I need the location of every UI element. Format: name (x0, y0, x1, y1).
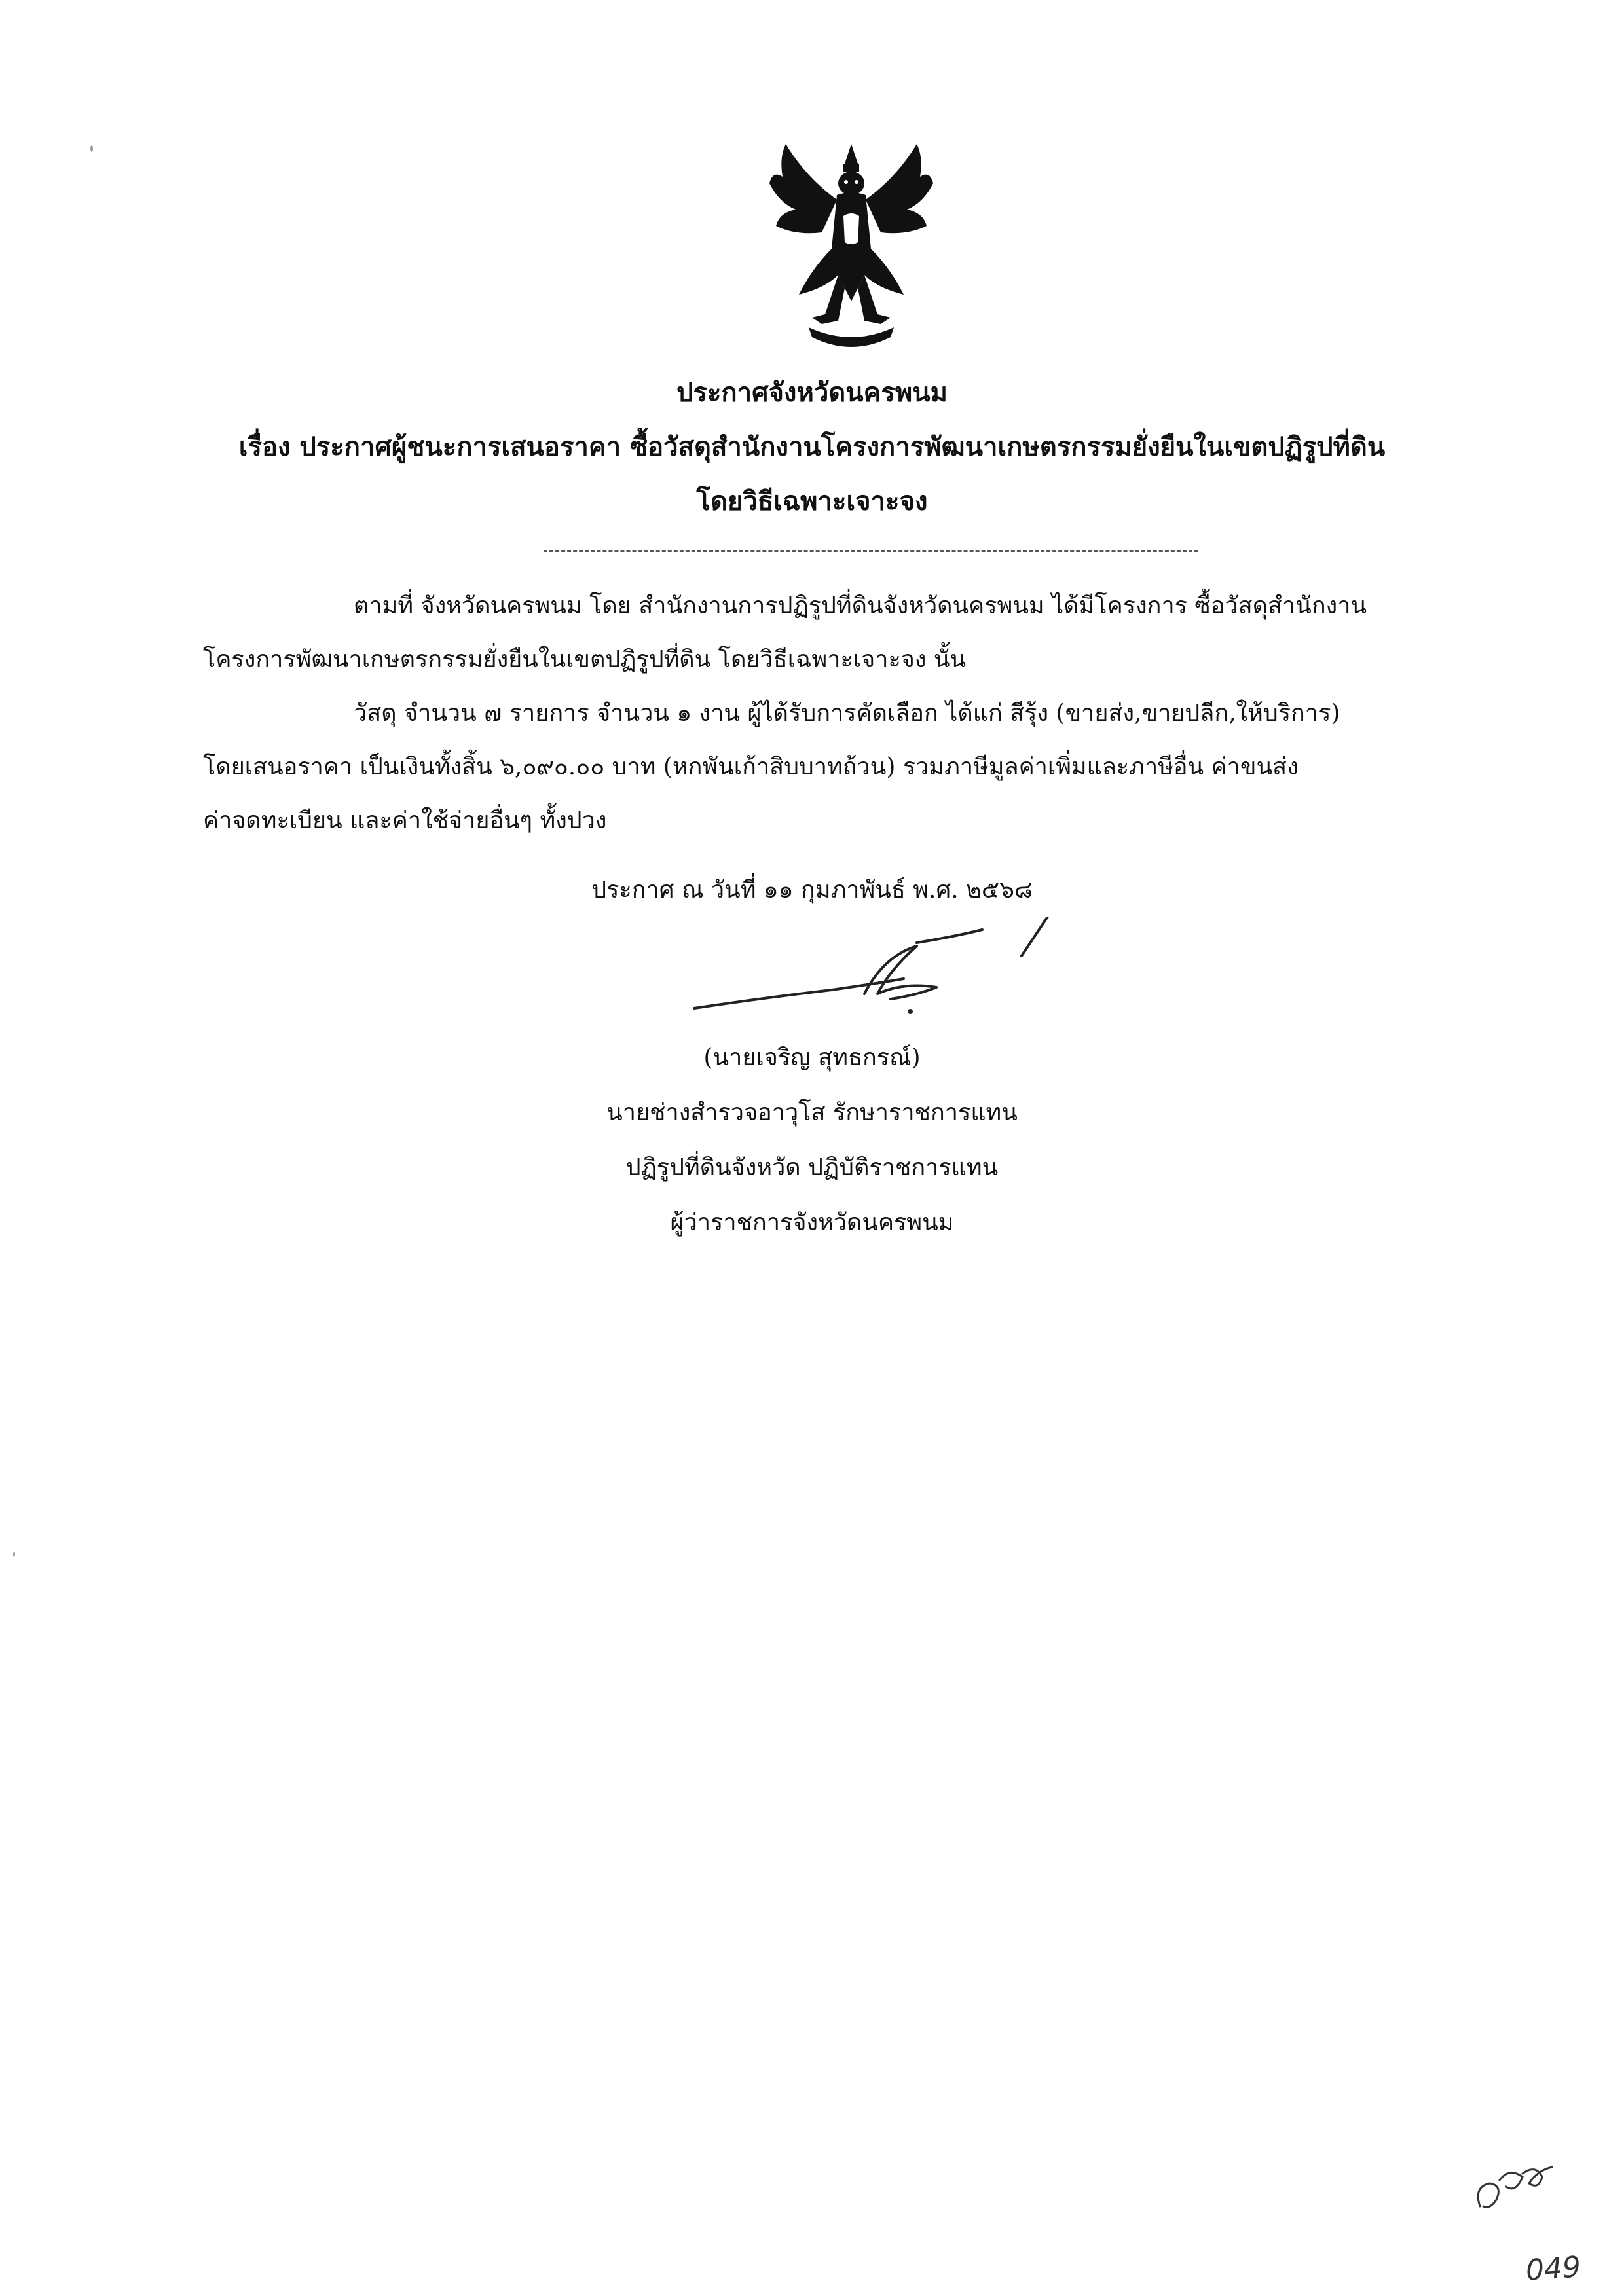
signer-position-2: ปฏิรูปที่ดินจังหวัด ปฏิบัติราชการแทน (625, 1154, 999, 1181)
announcement-subject: เรื่อง ประกาศผู้ชนะการเสนอราคา ซื้อวัสดุสำนักงานโครงการพัฒนาเกษตรกรรมยั่งยืนในเขตปฏิรูปที่ดิน (238, 431, 1386, 462)
announcement-method: โดยวิธีเฉพาะเจาะจง (696, 486, 928, 517)
garuda-emblem (760, 137, 943, 360)
body-line-1: ตามที่ จังหวัดนครพนม โดย สำนักงานการปฏิรูปที่ดินจังหวัดนครพนม ได้มีโครงการ ซื้อวัสดุสำนักงาน (354, 592, 1367, 619)
scan-speck (13, 1552, 15, 1557)
announcement-title: ประกาศจังหวัดนครพนม (676, 377, 948, 408)
signer-name: (นายเจริญ สุทธกรณ์) (703, 1044, 921, 1071)
announcement-date: ประกาศ ณ วันที่ ๑๑ กุมภาพันธ์ พ.ศ. ๒๕๖๘ (591, 877, 1033, 903)
handwritten-page-number: 049 (1524, 2250, 1582, 2287)
signature (681, 917, 1153, 1034)
signer-position-3: ผู้ว่าราชการจังหวัดนครพนม (670, 1209, 954, 1236)
scan-speck (90, 145, 93, 152)
body-line-4: โดยเสนอราคา เป็นเงินทั้งสิ้น ๖,๐๙๐.๐๐ บาท (หกพันเก้าสิบบาทถ้วน) รวมภาษีมูลค่าเพิ่มและภาษีอื่น ค่าขนส่ง (203, 754, 1299, 780)
body-line-3: วัสดุ จำนวน ๗ รายการ จำนวน ๑ งาน ผู้ได้รับการคัดเลือก ได้แก่ สีรุ้ง (ขายส่ง,ขายปลีก,ให้บริการ) (354, 700, 1340, 727)
body-line-5: ค่าจดทะเบียน และค่าใช้จ่ายอื่นๆ ทั้งปวง (203, 807, 607, 834)
separator-rule (544, 550, 1198, 552)
body-line-2: โครงการพัฒนาเกษตรกรรมยั่งยืนในเขตปฏิรูปที่ดิน โดยวิธีเฉพาะเจาะจง นั้น (203, 646, 967, 673)
signer-position-1: นายช่างสำรวจอาวุโส รักษาราชการแทน (606, 1099, 1018, 1126)
